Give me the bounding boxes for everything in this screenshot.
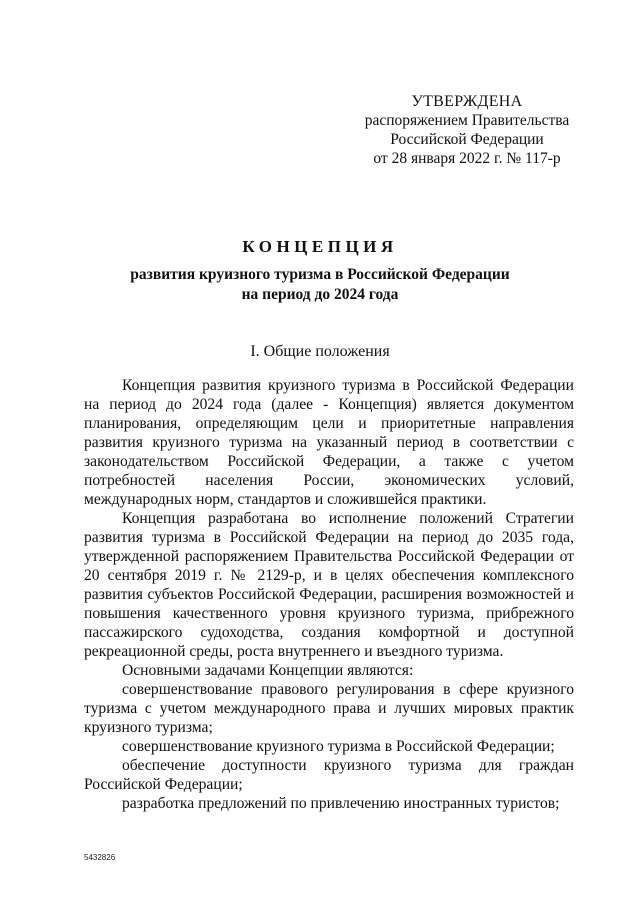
- document-number: 5432826: [84, 853, 116, 862]
- task-item-foreign-tourists: разработка предложений по привлечению иностранных туристов;: [122, 795, 560, 812]
- paragraph-intro: Концепция развития круизного туризма в Российской Федерации на период до 2024 года (далее - Концепция) является документом планирования, определяющим цели и приоритетные направления развития круизного туризма на указанный период в соответствии с законодательством Российской Федерации, а также с учетом потребностей населения России, экономических условий, международных норм, стандартов и сложившейся практики.: [84, 377, 574, 508]
- approval-stamp: УТВЕРЖДЕНА: [411, 93, 523, 110]
- section-heading: I. Общие положения: [250, 343, 390, 360]
- document-title: КОНЦЕПЦИЯ: [242, 237, 398, 256]
- paragraph-basis: Концепция разработана во исполнение положений Стратегии развития туризма в Российской Федерации на период до 2035 года, утвержденной распоряжением Правительства Российской Федерации от 20 сентября 2019 г. № 2129-р, и в целях обеспечения комплексного развития субъектов Российской Федерации, расширения возможностей и повышения качественного уровня круизного туризма, прибрежного пассажирского судоходства, создания комфортной и доступной рекреационной среды, роста внутреннего и въездного туризма.: [84, 510, 574, 660]
- approval-line-3: от 28 января 2022 г. № 117-р: [373, 150, 561, 167]
- task-item-accessibility: обеспечение доступности круизного туризма для граждан Российской Федерации;: [84, 757, 574, 793]
- approval-line-2: Российской Федерации: [390, 131, 544, 148]
- approval-block: [352, 92, 582, 168]
- document-subtitle: [0, 265, 640, 305]
- paragraph-tasks-intro: Основными задачами Концепции являются:: [122, 662, 414, 679]
- subtitle-line-1: развития круизного туризма в Российской Федерации: [130, 266, 510, 283]
- subtitle-line-2: на период до 2024 года: [241, 286, 399, 303]
- task-item-improvement: совершенствование круизного туризма в Российской Федерации;: [122, 738, 555, 755]
- approval-line-1: распоряжением Правительства: [364, 112, 570, 129]
- task-item-regulation: совершенствование правового регулирования в сфере круизного туризма с учетом международного права и лучших мировых практик круизного туризма;: [84, 681, 574, 736]
- document-body: [84, 376, 574, 813]
